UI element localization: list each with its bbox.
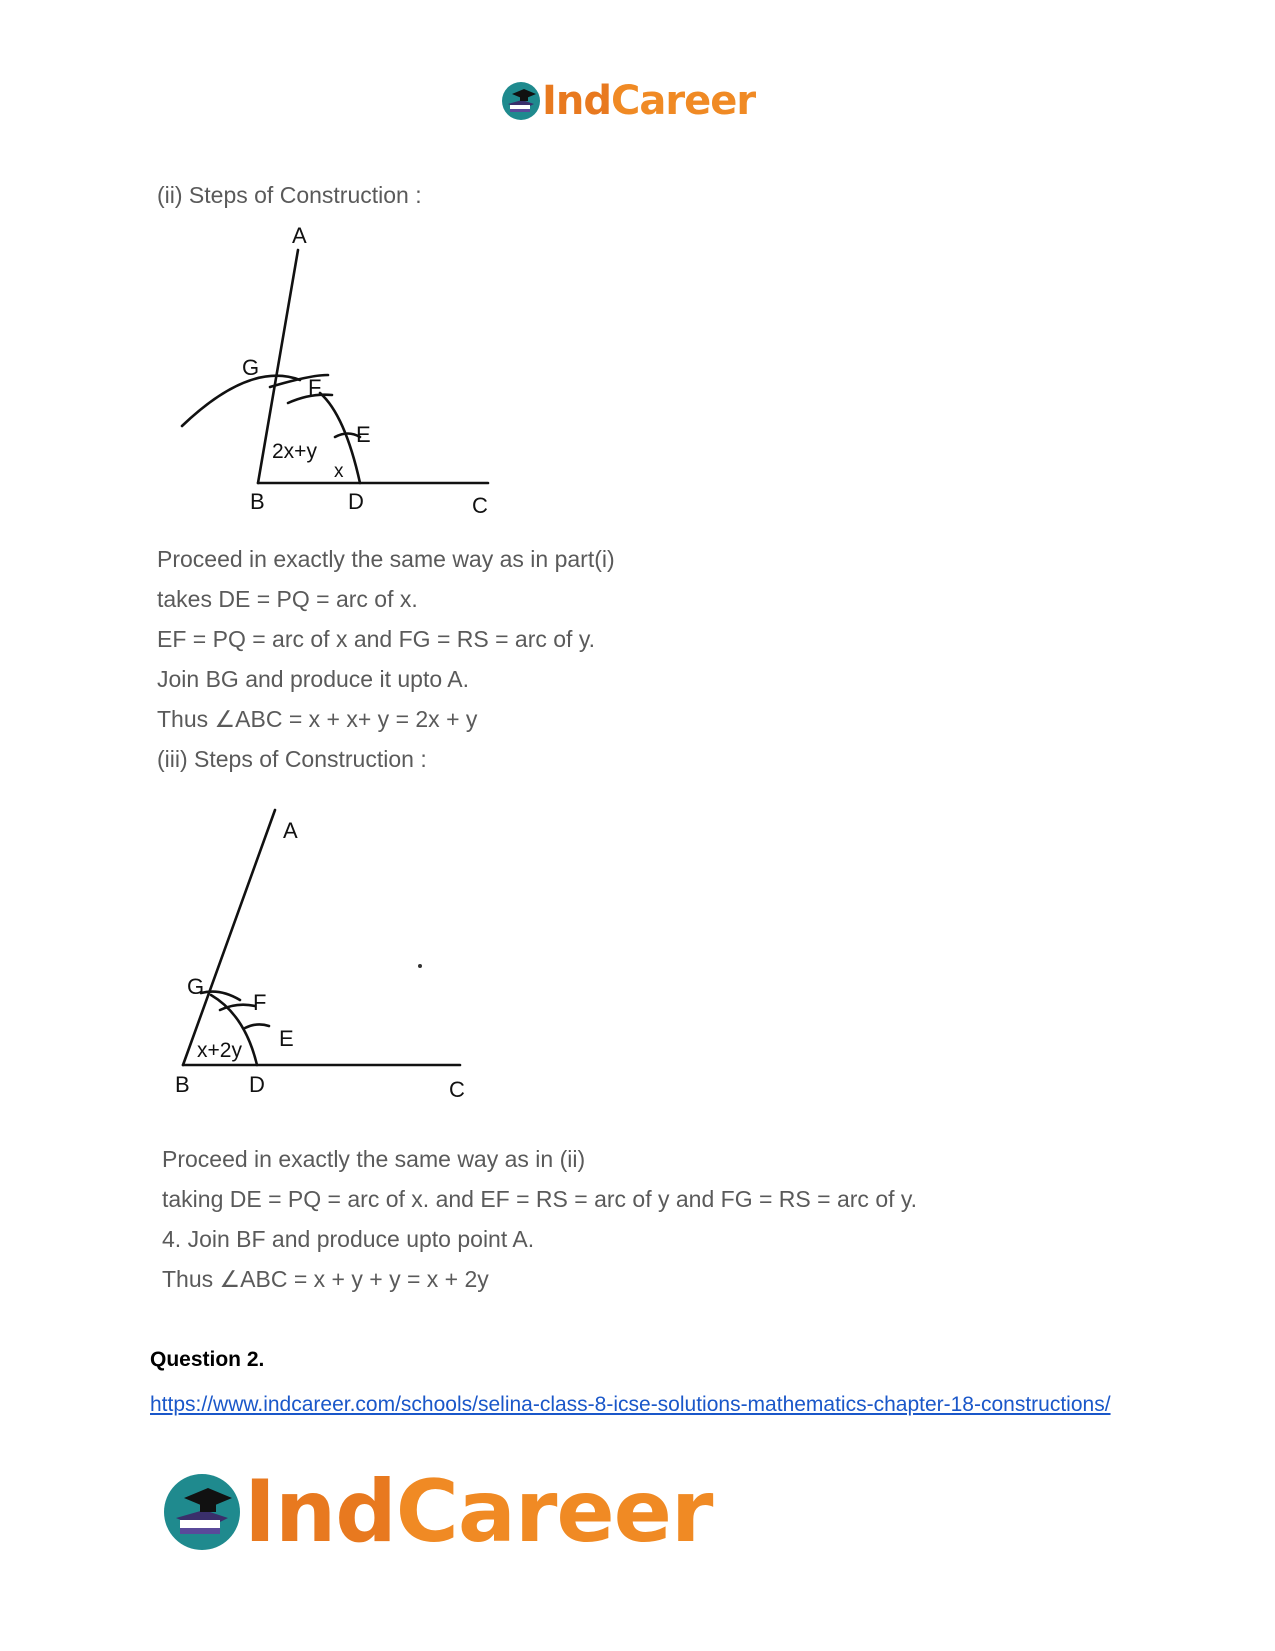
- part-ii-step-1: Proceed in exactly the same way as in part(i): [157, 546, 615, 572]
- part-ii-heading: (ii) Steps of Construction :: [157, 182, 422, 208]
- label-b: B: [175, 1072, 190, 1097]
- brand-career: Career: [395, 1462, 713, 1562]
- label-b: B: [250, 489, 265, 514]
- question-heading: Question 2.: [150, 1348, 265, 1371]
- label-c: C: [449, 1077, 465, 1102]
- label-a: A: [283, 818, 298, 843]
- label-f: F: [308, 375, 322, 400]
- brand-ind: Ind: [542, 78, 611, 124]
- part-iii-step-4: Thus ∠ABC = x + y + y = x + 2y: [162, 1266, 489, 1292]
- label-angle: 2x+y: [272, 440, 317, 463]
- label-angle: x+2y: [197, 1039, 242, 1062]
- part-ii-step-4: Join BG and produce it upto A.: [157, 666, 469, 692]
- label-e: E: [279, 1026, 294, 1051]
- arc-e: [245, 1024, 269, 1028]
- label-f: F: [253, 990, 267, 1015]
- label-c: C: [472, 493, 488, 518]
- graduation-book-icon: [500, 80, 542, 122]
- label-d: D: [249, 1072, 265, 1097]
- construction-figure-iii: [165, 800, 485, 1110]
- label-e: E: [356, 422, 371, 447]
- brand-career: Career: [611, 78, 756, 124]
- source-link[interactable]: https://www.indcareer.com/schools/selina-class-8-icse-solutions-mathematics-chapter-18-constructions/: [150, 1393, 1111, 1416]
- indcareer-logo-top: [500, 78, 755, 124]
- label-x: x: [334, 461, 344, 482]
- part-iii-step-2: taking DE = PQ = arc of x. and EF = RS = arc of y and FG = RS = arc of y.: [162, 1186, 918, 1212]
- part-iii-heading: (iii) Steps of Construction :: [157, 746, 427, 772]
- part-ii-step-2: takes DE = PQ = arc of x.: [157, 586, 418, 612]
- label-d: D: [348, 489, 364, 514]
- indcareer-logo-bottom: [160, 1462, 712, 1562]
- label-a: A: [292, 225, 307, 248]
- label-g: G: [242, 355, 260, 380]
- part-iii-step-3: 4. Join BF and produce upto point A.: [162, 1226, 535, 1252]
- ray-ba: [183, 810, 275, 1065]
- construction-figure-ii: [170, 225, 510, 525]
- brand-ind: Ind: [244, 1462, 396, 1562]
- part-iii-step-1: Proceed in exactly the same way as in (ii): [162, 1146, 586, 1172]
- part-ii-step-5: Thus ∠ABC = x + x+ y = 2x + y: [157, 706, 478, 732]
- graduation-book-icon: [160, 1470, 244, 1554]
- label-g: G: [187, 974, 205, 999]
- part-ii-step-3: EF = PQ = arc of x and FG = RS = arc of y.: [157, 626, 596, 652]
